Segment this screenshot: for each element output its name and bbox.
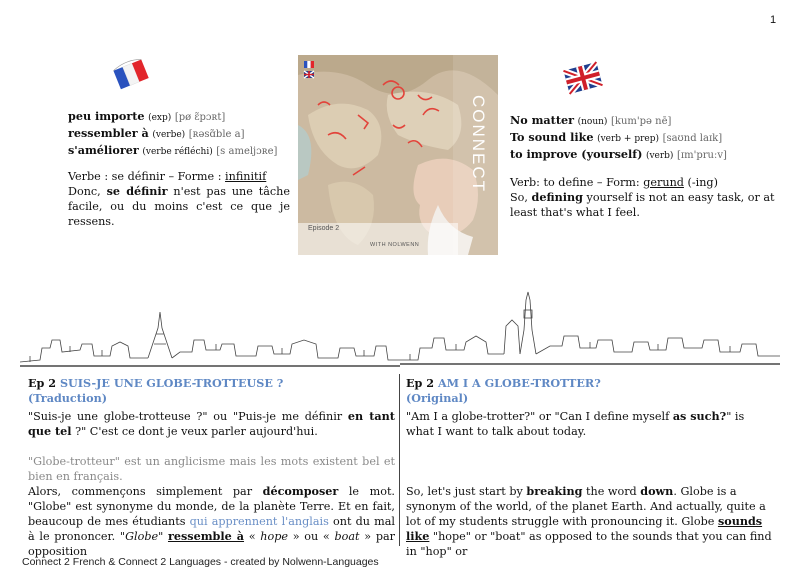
page-number: 1 [770, 14, 777, 26]
cover-title [468, 95, 488, 135]
uk-flag-icon [560, 58, 606, 98]
english-text-column [406, 376, 774, 559]
page-footer: Connect 2 French & Connect 2 Languages - created by Nolwenn-Languages [22, 556, 379, 568]
english-episode-title: Ep 2 AM I A GLOBE-TROTTER? [406, 376, 601, 390]
cover-episode: Episode 2 [308, 225, 340, 232]
vocab-item: To sound like (verb + prep) [saʊnd laɪk] [510, 130, 723, 144]
french-episode-subtitle: (Traduction) [28, 391, 108, 405]
vocab-item: to improve (yourself) (verb) [ɪm'pruːv] [510, 147, 727, 161]
vocab-item: ressembler à (verbe) [ʀəsɑ̃ble a] [68, 126, 245, 140]
french-episode-title: Ep 2 SUIS-JE UNE GLOBE-TROTTEUSE ? [28, 376, 284, 390]
london-skyline-illustration [400, 290, 780, 372]
french-vocab-list [68, 109, 288, 160]
french-paragraph-2: "Globe-trotteur" est un anglicisme mais les mots existent bel et bien en français. [28, 455, 395, 483]
english-paragraph-3: So, let's just start by breaking the word down. Globe is a synonym of the world, of the planet Earth. And actually, quite a lot of my students struggle with pronouncing it. Globe sounds like "hope" or "boat" as opposed to the sounds that you can find in "hop" or [406, 484, 772, 558]
english-vocab-list [510, 113, 790, 164]
paris-skyline-illustration [20, 300, 400, 372]
french-example: Donc, se définir n'est pas une tâche facile, ou du moins c'est ce que je ressens. [68, 184, 290, 228]
english-example: So, defining yourself is not an easy task, or at least that's what I feel. [510, 190, 775, 219]
english-episode-subtitle: (Original) [406, 391, 469, 405]
french-paragraph-1: "Suis-je une globe-trotteuse ?" ou "Puis-je me définir en tant que tel ?" C'est ce dont je veux parler aujourd'hui. [28, 409, 395, 438]
english-paragraph-1: "Am I a globe-trotter?" or "Can I define myself as such?" is what I want to talk about today. [406, 409, 745, 438]
french-verb-line: Verbe : se définir – Forme : infinitif [68, 170, 267, 183]
vocab-item: No matter (noun) [kum'pə nē] [510, 113, 672, 127]
french-paragraph-3: Alors, commençons simplement par décomposer le mot. "Globe" est synonyme du monde, de la planète Terre. Et en fait, beaucoup de mes étudiants qui apprennent l'anglais ont du mal à le prononcer. "Globe" ressemble à « hope » ou « boat » par opposition [28, 484, 395, 558]
cover-author: WITH NOLWENN [370, 242, 420, 248]
column-divider [399, 374, 400, 546]
vocab-item: s'améliorer (verbe réfléchi) [s ameljɔʀe] [68, 143, 278, 157]
french-flag-icon [110, 56, 154, 92]
english-verb-line: Verb: to define – Form: gerund (-ing) [510, 176, 718, 189]
vocab-item: peu importe (exp) [pø ɛ̃pɔʀt] [68, 109, 226, 123]
french-text-column [28, 376, 395, 559]
podcast-cover-image [298, 55, 498, 255]
